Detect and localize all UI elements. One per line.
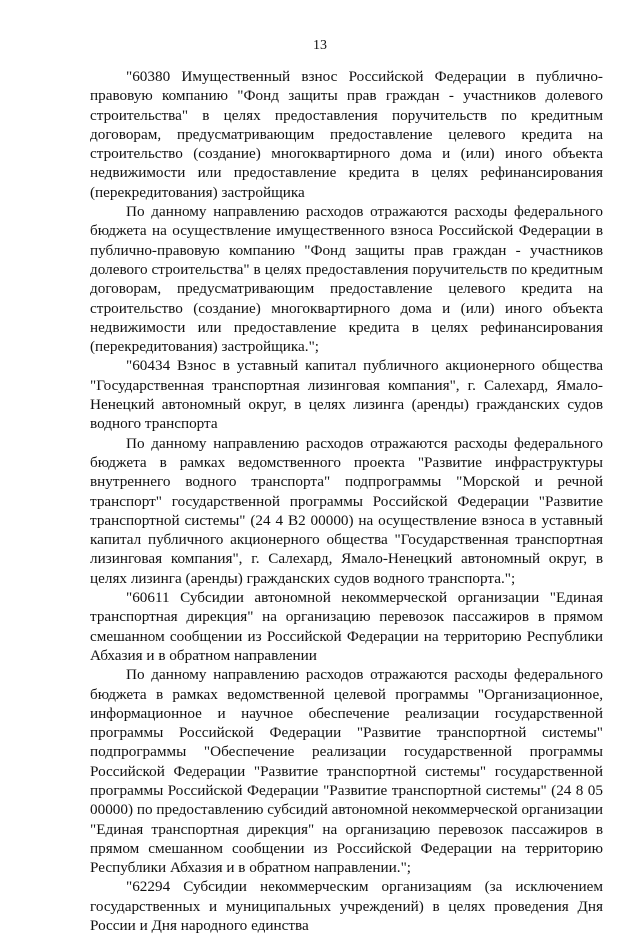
entry-62294-heading: "62294 Субсидии некоммерческим организациям (за исключением государственных и муниципальных учреждений) в целях проведения Дня России и Дня народного единства [90,878,607,935]
entry-60611-description: По данному направлению расходов отражаются расходы федерального бюджета в рамках ведомственной целевой программы "Организационное, информационное и научное обеспечение реализации государственной программы Российской Федерации "Развитие транспортной системы" подпрограммы "Обеспечение реализации государственной программы Российской Федерации "Развитие транспортной системы" государственной программы Российской Федерации "Развитие транспортной системы" (24 8 05 00000) по предоставлению субсидий автономной некоммерческой организации "Единая транспортная дирекция" на организацию перевозок пассажиров в прямом смешанном сообщении из Российской Федерации на территорию Республики Абхазия и в обратном направлении."; [90,666,603,877]
entry-60434-heading: "60434 Взнос в уставный капитал публичного акционерного общества "Государственная транспортная лизинговая компания", г. Салехард, Ямало-Ненецкий автономный округ, в целях лизинга (аренды) гражданских судов водного транспорта [90,357,607,433]
entry-60380-heading: "60380 Имущественный взнос Российской Федерации в публично-правовую компанию "Фонд защиты прав граждан - участников долевого строительства" в целях предоставления поручительств по кредитным договорам, предусматривающим предоставление целевого кредита на строительство (создание) многоквартирного дома и (или) иного объекта недвижимости или предоставление кредита в целях рефинансирования (перекредитования) застройщика [90,68,607,201]
entry-60434-description: По данному направлению расходов отражаются расходы федерального бюджета в рамках ведомственного проекта "Развитие инфраструктуры внутреннего водного транспорта" подпрограммы "Морской и речной транспорт" государственной программы Российской Федерации "Развитие транспортной системы" (24 4 В2 00000) на осуществление взноса в уставный капитал публичного акционерного общества "Государственная транспортная лизинговая компания", г. Салехард, Ямало-Ненецкий автономный округ, в целях лизинга (аренды) гражданских судов водного транспорта."; [90,434,603,587]
document-body [90,67,607,935]
entry-60611-heading: "60611 Субсидии автономной некоммерческой организации "Единая транспортная дирекция" на организацию перевозок пассажиров в прямом смешанном сообщении из Российской Федерации на территорию Республики Абхазия и в обратном направлении [90,589,607,664]
page-number: 13 [313,38,327,53]
entry-60380-description: По данному направлению расходов отражаются расходы федерального бюджета на осуществление имущественного взноса Российской Федерации в публично-правовую компанию "Фонд защиты прав граждан - участников долевого строительства" в целях предоставления поручительств по кредитным договорам, предусматривающим предоставление целевого кредита на строительство (создание) многоквартирного дома и (или) иного объекта недвижимости или предоставление кредита в целях рефинансирования (перекредитования) застройщика."; [90,203,603,356]
